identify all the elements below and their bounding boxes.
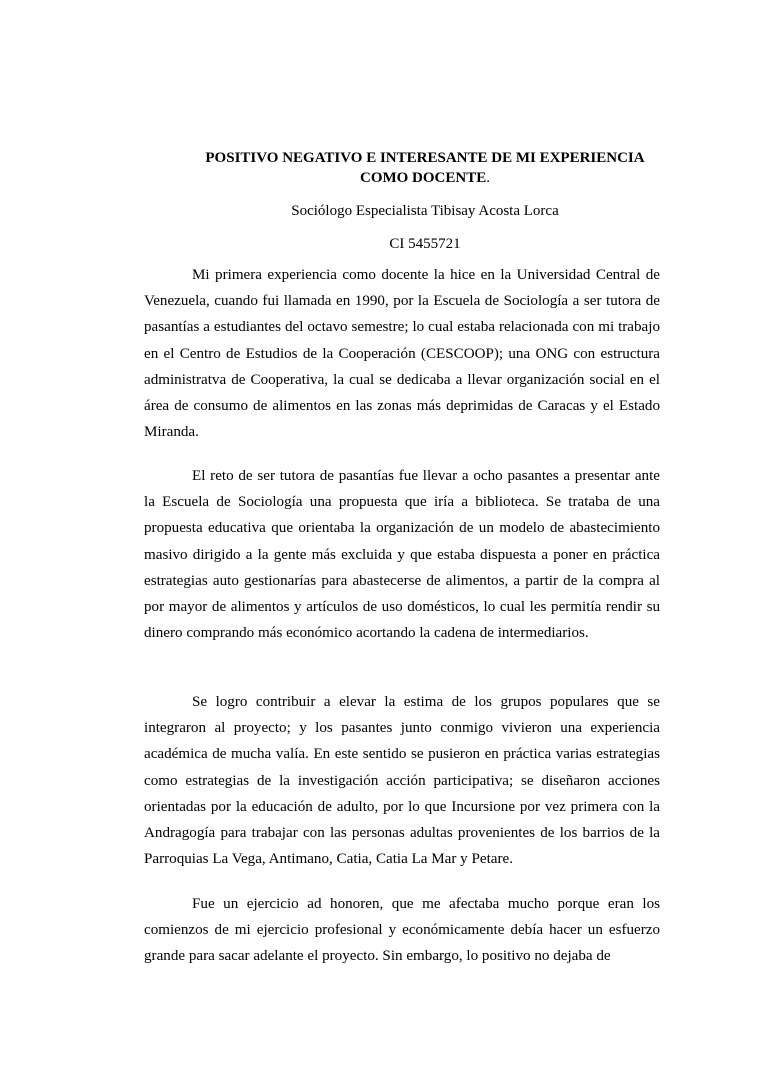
title-line-1: POSITIVO NEGATIVO E INTERESANTE DE MI EXPERIENCIA	[205, 150, 645, 166]
title-line-2: COMO DOCENTE	[359, 170, 487, 186]
author-line: Sociólogo Especialista Tibisay Acosta Lorca	[291, 203, 559, 219]
id-number: CI 5455721	[389, 236, 461, 252]
paragraph-3: Se logro contribuir a elevar la estima de los grupos populares que se integraron al proyecto; y los pasantes junto conmigo vivieron una experiencia académica de mucha valía. En este sentido se pusieron en práctica varias estrategias como estrategias de la investigación acción participativa; se diseñaron acciones orientadas por la educación de adulto, por lo que Incursione por vez primera con la Andragogía para trabajar con las personas adultas provenientes de los barrios de la Parroquias La Vega, Antimano, Catia, Catia La Mar y Petare.	[144, 694, 660, 868]
paragraph-1: Mi primera experiencia como docente la hice en la Universidad Central de Venezuela, cuando fui llamada en 1990, por la Escuela de Sociología a ser tutora de pasantías a estudiantes del octavo semestre; lo cual estaba relacionada con mi trabajo en el Centro de Estudios de la Cooperación (CESCOOP); una ONG con estructura administratva de Cooperativa, la cual se dedicaba a llevar organización social en el área de consumo de alimentos en las zonas más deprimidas de Caracas y el Estado Miranda.	[144, 267, 660, 441]
paragraph-4: Fue un ejercicio ad honoren, que me afectaba mucho porque eran los comienzos de mi ejercicio profesional y económicamente debía hacer un esfuerzo grande para sacar adelante el proyecto. Sin embargo, lo positivo no dejaba de	[144, 896, 660, 965]
document-title	[150, 148, 700, 188]
paragraph-2: El reto de ser tutora de pasantías fue llevar a ocho pasantes a presentar ante la Escuela de Sociología una propuesta que iría a biblioteca. Se trataba de una propuesta educativa que orientaba la organización de un modelo de abastecimiento masivo dirigido a la gente más excluida y que estaba dispuesta a poner en práctica estrategias auto gestionarías para abastecerse de alimentos, a partir de la compra al por mayor de alimentos y artículos de uso domésticos, lo cual les permitía rendir su dinero comprando más económico acortando la cadena de intermediarios.	[144, 468, 660, 642]
title-period: .	[486, 170, 490, 186]
